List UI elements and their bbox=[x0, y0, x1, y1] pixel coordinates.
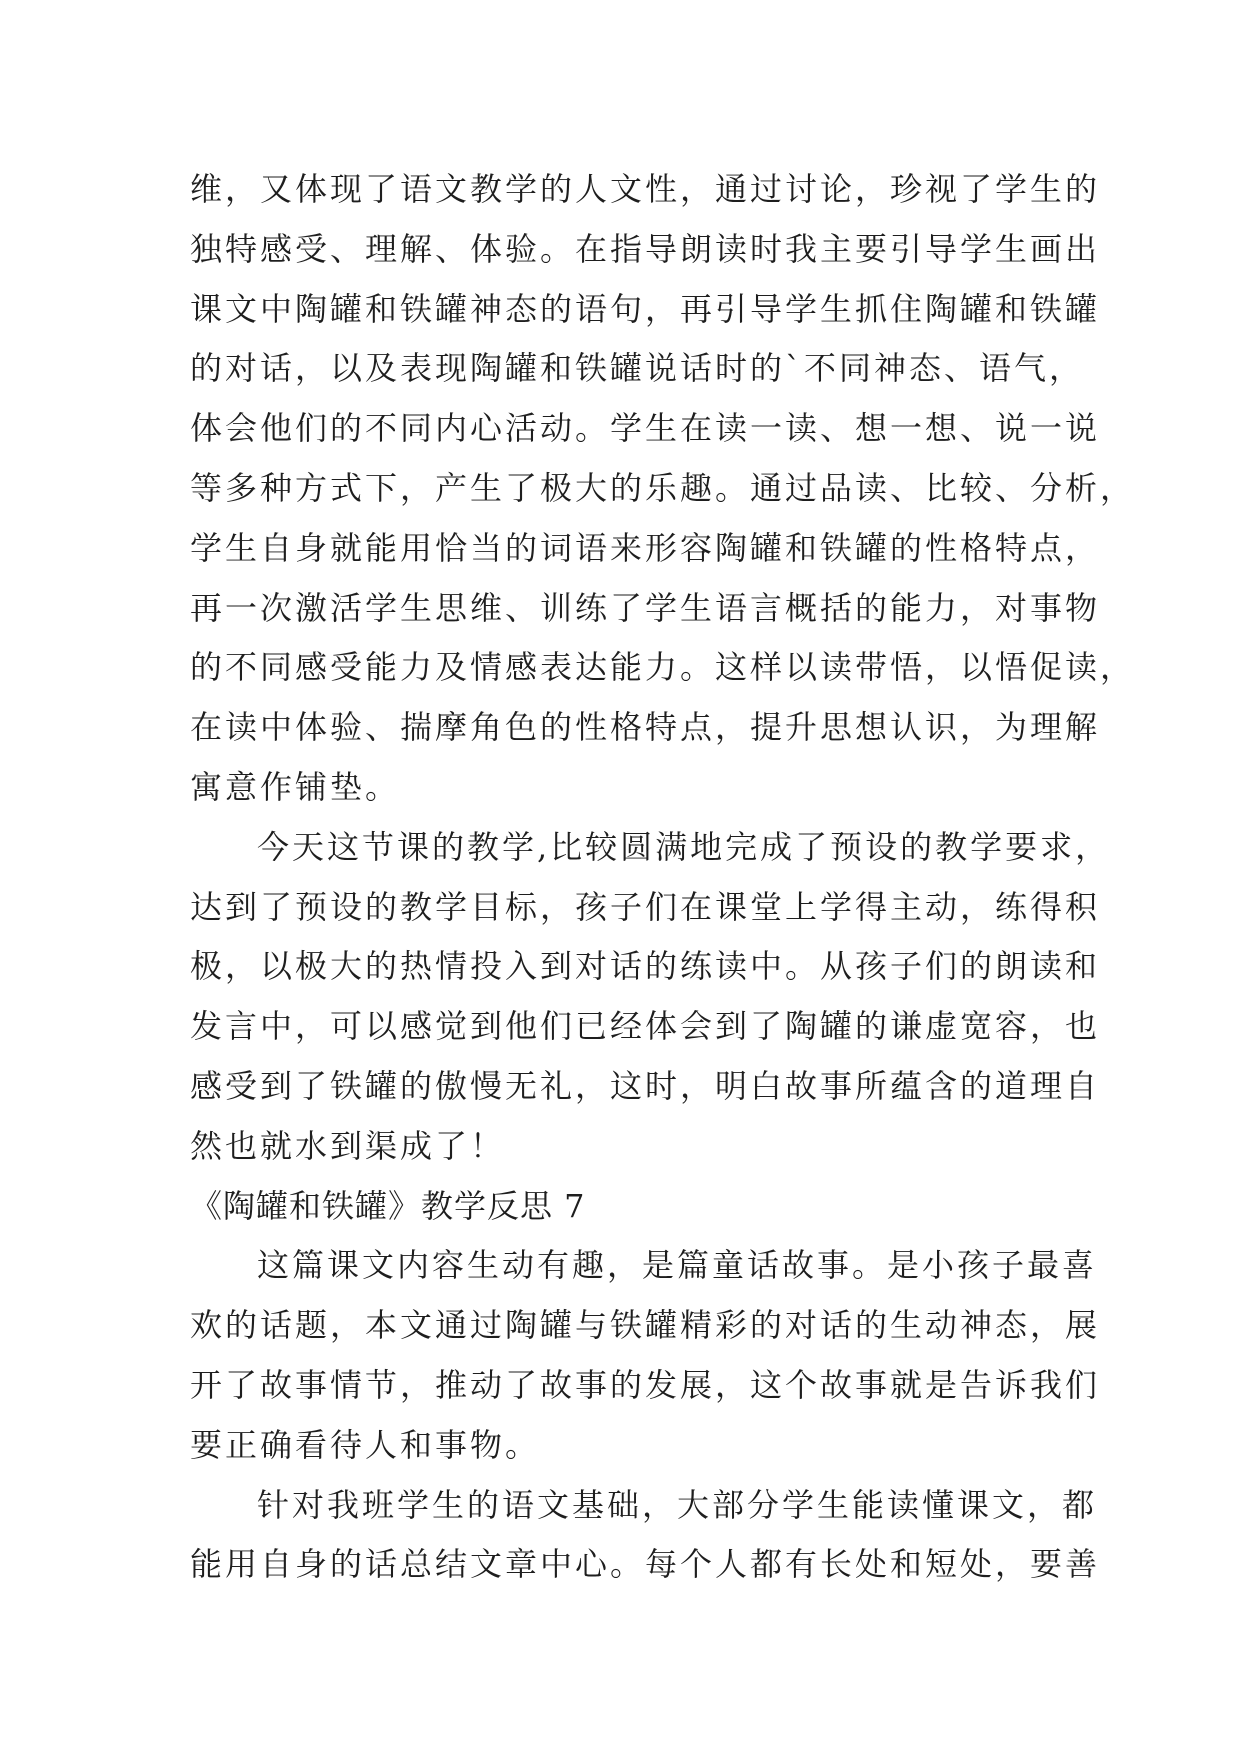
text-line: 这篇课文内容生动有趣，是篇童话故事。是小孩子最喜 bbox=[257, 1246, 1098, 1285]
text-line: 学生自身就能用恰当的词语来形容陶罐和铁罐的性格特点， bbox=[190, 528, 1101, 567]
text-line: 独特感受、理解、体验。在指导朗读时我主要引导学生画出 bbox=[190, 229, 1101, 268]
text-line: 体会他们的不同内心活动。学生在读一读、想一想、说一说 bbox=[190, 409, 1101, 448]
text-line: 课文中陶罐和铁罐神态的语句，再引导学生抓住陶罐和铁罐 bbox=[190, 289, 1101, 328]
text-line: 的不同感受能力及情感表达能力。这样以读带悟，以悟促读， bbox=[190, 648, 1136, 687]
paragraph-2 bbox=[190, 818, 1111, 1177]
text-line: 的对话，以及表现陶罐和铁罐说话时的`不同神态、语气， bbox=[190, 349, 1085, 388]
section-heading: 《陶罐和铁罐》教学反思 7 bbox=[190, 1186, 586, 1225]
text-line: 发言中，可以感觉到他们已经体会到了陶罐的谦虚宽容，也 bbox=[190, 1007, 1101, 1046]
text-line: 能用自身的话总结文章中心。每个人都有长处和短处，要善 bbox=[190, 1545, 1101, 1584]
paragraph-1 bbox=[190, 160, 1136, 818]
paragraph-4 bbox=[190, 1476, 1101, 1596]
text-line: 今天这节课的教学,比较圆满地完成了预设的教学要求， bbox=[257, 827, 1111, 866]
text-line: 欢的话题，本文通过陶罐与铁罐精彩的对话的生动神态，展 bbox=[190, 1306, 1101, 1345]
text-line: 针对我班学生的语文基础，大部分学生能读懂课文，都 bbox=[257, 1485, 1098, 1524]
text-line: 达到了预设的教学目标，孩子们在课堂上学得主动，练得积 bbox=[190, 887, 1101, 926]
document-body bbox=[190, 160, 1136, 1595]
text-line: 然也就水到渠成了！ bbox=[190, 1126, 506, 1165]
text-line: 寓意作铺垫。 bbox=[190, 767, 401, 806]
text-line: 要正确看待人和事物。 bbox=[190, 1425, 541, 1464]
text-line: 感受到了铁罐的傲慢无礼，这时，明白故事所蕴含的道理自 bbox=[190, 1066, 1101, 1105]
text-line: 开了故事情节，推动了故事的发展，这个故事就是告诉我们 bbox=[190, 1365, 1101, 1404]
text-line: 再一次激活学生思维、训练了学生语言概括的能力，对事物 bbox=[190, 588, 1101, 627]
text-line: 极，以极大的热情投入到对话的练读中。从孩子们的朗读和 bbox=[190, 947, 1101, 986]
text-line: 在读中体验、揣摩角色的性格特点，提升思想认识，为理解 bbox=[190, 708, 1101, 747]
paragraph-3 bbox=[190, 1236, 1101, 1475]
text-line: 维，又体现了语文教学的人文性，通过讨论，珍视了学生的 bbox=[190, 170, 1101, 208]
text-line: 等多种方式下，产生了极大的乐趣。通过品读、比较、分析， bbox=[190, 468, 1136, 507]
